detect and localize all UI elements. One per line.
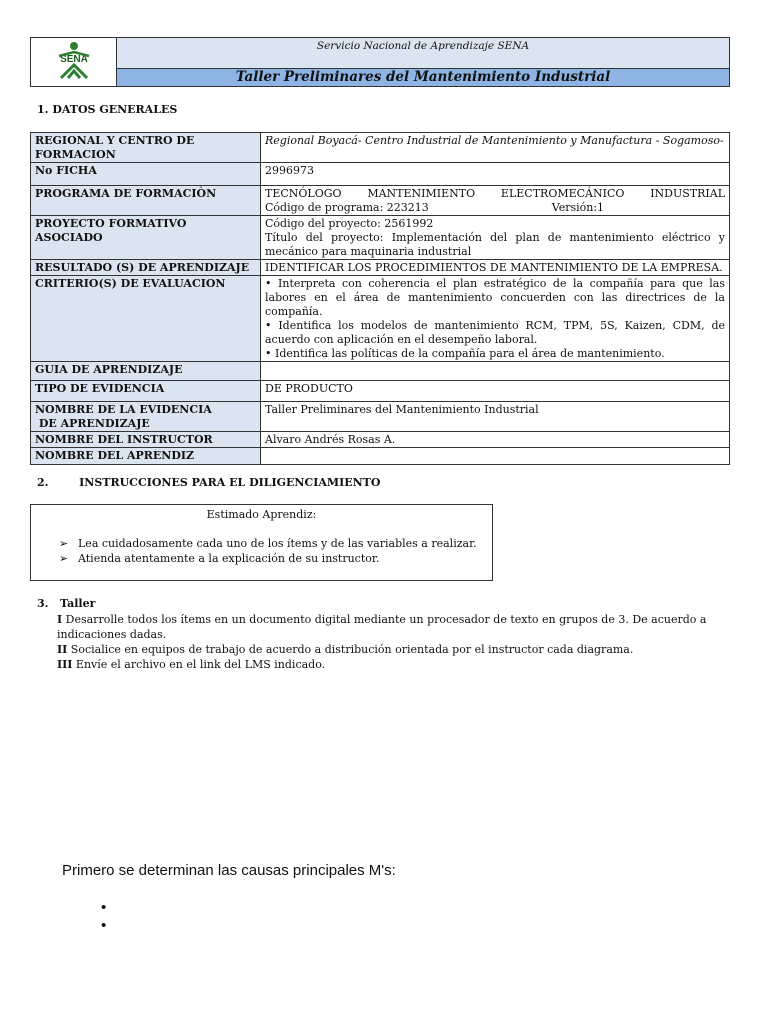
proyecto-value	[261, 216, 730, 260]
sena-logo	[31, 38, 117, 86]
logo-text: SENA	[60, 54, 88, 65]
table-row	[31, 186, 730, 216]
greeting: Estimado Aprendiz:	[206, 508, 317, 521]
instructor-value: Alvaro Andrés Rosas A.	[261, 432, 730, 448]
criterio-item: • Identifica los modelos de mantenimiento RCM, TPM, 5S, Kaizen, CDM, de acuerdo con aplicación en el desempeño laboral.	[265, 319, 725, 346]
regional-value: Regional Boyacá- Centro Industrial de Mantenimiento y Manufactura - Sogamoso-	[261, 133, 730, 163]
taller-line	[57, 612, 737, 642]
evidencia-label: TIPO DE EVIDENCIA	[31, 381, 261, 402]
resultado-value: IDENTIFICAR LOS PROCEDIMIENTOS DE MANTENIMIENTO DE LA EMPRESA.	[261, 260, 730, 276]
section-2-title: 2. INSTRUCCIONES PARA EL DILIGENCIAMIENTO	[37, 476, 381, 489]
nombre-evidencia-label-line: DE APRENDIZAJE	[35, 417, 150, 430]
table-row	[31, 163, 730, 186]
document-header	[30, 37, 730, 87]
general-data-table	[30, 132, 730, 465]
causas-text: Primero se determinan las causas principales M's:	[62, 862, 396, 879]
table-row	[31, 448, 730, 465]
arrow-bullet-icon: ➢	[59, 537, 69, 550]
regional-label: REGIONAL Y CENTRO DE FORMACION	[31, 133, 261, 163]
taller-text: Envíe el archivo en el link del LMS indicado.	[72, 658, 326, 671]
taller-text: Socialice en equipos de trabajo de acuerdo a distribución orientada por el instructor cada diagrama.	[67, 643, 634, 656]
criterio-label: CRITERIO(S) DE EVALUACION	[31, 276, 261, 362]
roman-numeral: I	[57, 613, 63, 626]
roman-numeral: II	[57, 643, 68, 656]
instructor-label: NOMBRE DEL INSTRUCTOR	[31, 432, 261, 448]
document-title: Taller Preliminares del Mantenimiento Industrial	[117, 68, 729, 86]
table-row	[31, 133, 730, 163]
arrow-bullet-icon: ➢	[59, 552, 69, 565]
nombre-evidencia-label-line: NOMBRE DE LA EVIDENCIA	[35, 403, 212, 416]
institution-name: Servicio Nacional de Aprendizaje SENA	[117, 38, 729, 68]
section-3-title: 3. Taller	[37, 597, 96, 610]
programa-word: TECNÓLOGO	[265, 187, 342, 200]
section-1-title: 1. DATOS GENERALES	[37, 103, 178, 116]
criterio-value	[261, 276, 730, 362]
empty-bullet: •	[101, 899, 107, 916]
table-row	[31, 276, 730, 362]
proyecto-label: PROYECTO FORMATIVO ASOCIADO	[31, 216, 261, 260]
programa-codigo: Código de programa: 223213	[265, 201, 429, 214]
evidencia-value: DE PRODUCTO	[261, 381, 730, 402]
table-row	[31, 402, 730, 432]
programa-label: PROGRAMA DE FORMACIÒN	[31, 186, 261, 216]
taller-text: Desarrolle todos los ítems en un documento digital mediante un procesador de texto en grupos de 3. De acuerdo a indicaciones dadas.	[57, 613, 707, 641]
ficha-value: 2996973	[261, 163, 730, 186]
taller-line	[57, 657, 737, 672]
instructions-box	[30, 504, 493, 581]
table-row	[31, 381, 730, 402]
list-item	[59, 537, 477, 550]
guia-value	[261, 362, 730, 381]
table-row	[31, 260, 730, 276]
programa-word: MANTENIMIENTO	[367, 187, 476, 200]
table-row	[31, 362, 730, 381]
proyecto-codigo: Código del proyecto: 2561992	[265, 217, 434, 230]
proyecto-titulo: Título del proyecto: Implementación del plan de mantenimiento eléctrico y mecánico para maquinaria industrial	[265, 231, 725, 258]
criterio-item: • Interpreta con coherencia el plan estratégico de la compañía para que las labores en el área de mantenimiento concuerden con las directrices de la compañía.	[265, 277, 725, 318]
roman-numeral: III	[57, 658, 73, 671]
table-row	[31, 216, 730, 260]
list-item	[59, 552, 379, 565]
guia-label: GUIA DE APRENDIZAJE	[31, 362, 261, 381]
taller-line	[57, 642, 737, 657]
ficha-label: No FICHA	[31, 163, 261, 186]
programa-word: INDUSTRIAL	[650, 187, 725, 200]
taller-instructions	[57, 612, 737, 672]
resultado-label: RESULTADO (S) DE APRENDIZAJE	[31, 260, 261, 276]
nombre-evidencia-value: Taller Preliminares del Mantenimiento Industrial	[261, 402, 730, 432]
programa-version: Versión:1	[551, 201, 605, 214]
aprendiz-label: NOMBRE DEL APRENDIZ	[31, 448, 261, 465]
nombre-evidencia-label	[31, 402, 261, 432]
instruction-text: Atienda atentamente a la explicación de su instructor.	[78, 552, 380, 565]
instruction-text: Lea cuidadosamente cada uno de los ítems y de las variables a realizar.	[78, 537, 477, 550]
programa-value	[261, 186, 730, 216]
aprendiz-value	[261, 448, 730, 465]
programa-word: ELECTROMECÁNICO	[500, 187, 625, 200]
criterio-item: • Identifica las políticas de la compañía para el área de mantenimiento.	[265, 347, 665, 360]
empty-bullet: •	[101, 917, 107, 934]
table-row	[31, 432, 730, 448]
